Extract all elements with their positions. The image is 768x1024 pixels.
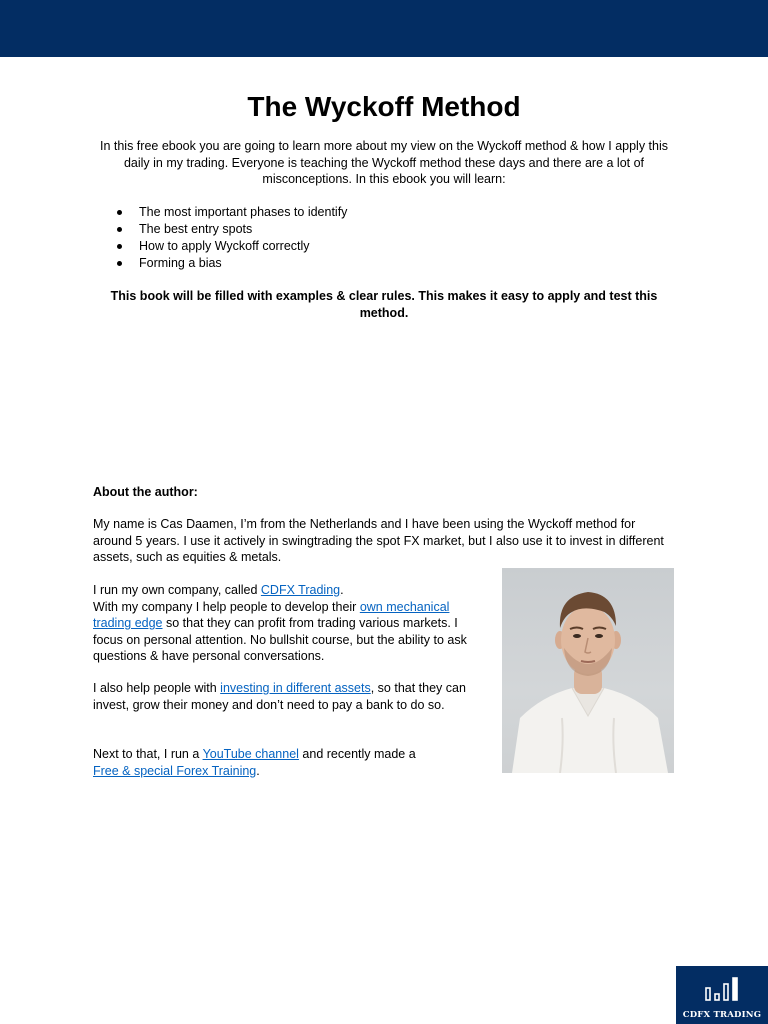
learning-list — [93, 204, 347, 272]
investing-paragraph: I also help people with investing in different assets, so that they can invest, grow their money and don’t need to pay a bank to do so. — [93, 681, 466, 712]
about-heading: About the author: — [93, 485, 198, 499]
author-photo — [502, 568, 674, 773]
youtube-channel-link[interactable]: YouTube channel — [202, 747, 299, 761]
list-item: The most important phases to identify — [93, 204, 347, 221]
company-paragraph: I run my own company, called CDFX Trading. With my company I help people to develop their own mechanical trading edge so that they can profit from trading various markets. I focus on personal attention. No bullshit course, but the ability to ask questions & have personal conversations. — [93, 583, 467, 663]
document-title: The Wyckoff Method — [247, 91, 521, 122]
logo-text: CDFX TRADING — [682, 1010, 762, 1020]
summary-note: This book will be filled with examples & clear rules. This makes it easy to apply and test this method. — [110, 289, 658, 320]
cdfx-logo — [676, 966, 768, 1024]
list-item: How to apply Wyckoff correctly — [93, 238, 347, 255]
investing-link[interactable]: investing in different assets — [220, 681, 371, 695]
bullet-icon — [117, 261, 122, 266]
bullet-icon — [117, 227, 122, 232]
author-intro-paragraph: My name is Cas Daamen, I’m from the Netherlands and I have been using the Wyckoff method for around 5 years. I use it actively in swingtrading the spot FX market, but I also use it to invest in different assets, such as equities & metals. — [93, 517, 664, 564]
header-bar — [0, 0, 768, 57]
list-item: Forming a bias — [93, 255, 347, 272]
bar-chart-icon — [704, 976, 740, 1002]
intro-paragraph: In this free ebook you are going to learn more about my view on the Wyckoff method & how I apply this daily in my trading. Everyone is teaching the Wyckoff method these days and there are a lot of misconceptions. In this ebook you will learn: — [99, 139, 669, 186]
list-item: The best entry spots — [93, 221, 347, 238]
bullet-icon — [117, 244, 122, 249]
bullet-icon — [117, 210, 122, 215]
youtube-paragraph: Next to that, I run a YouTube channel and recently made a Free & special Forex Training. — [93, 747, 416, 778]
forex-training-link[interactable]: Free & special Forex Training — [93, 763, 257, 778]
trading-edge-link[interactable]: own mechanical trading edge — [93, 599, 450, 630]
cdfx-trading-link[interactable]: CDFX Trading — [260, 583, 341, 597]
